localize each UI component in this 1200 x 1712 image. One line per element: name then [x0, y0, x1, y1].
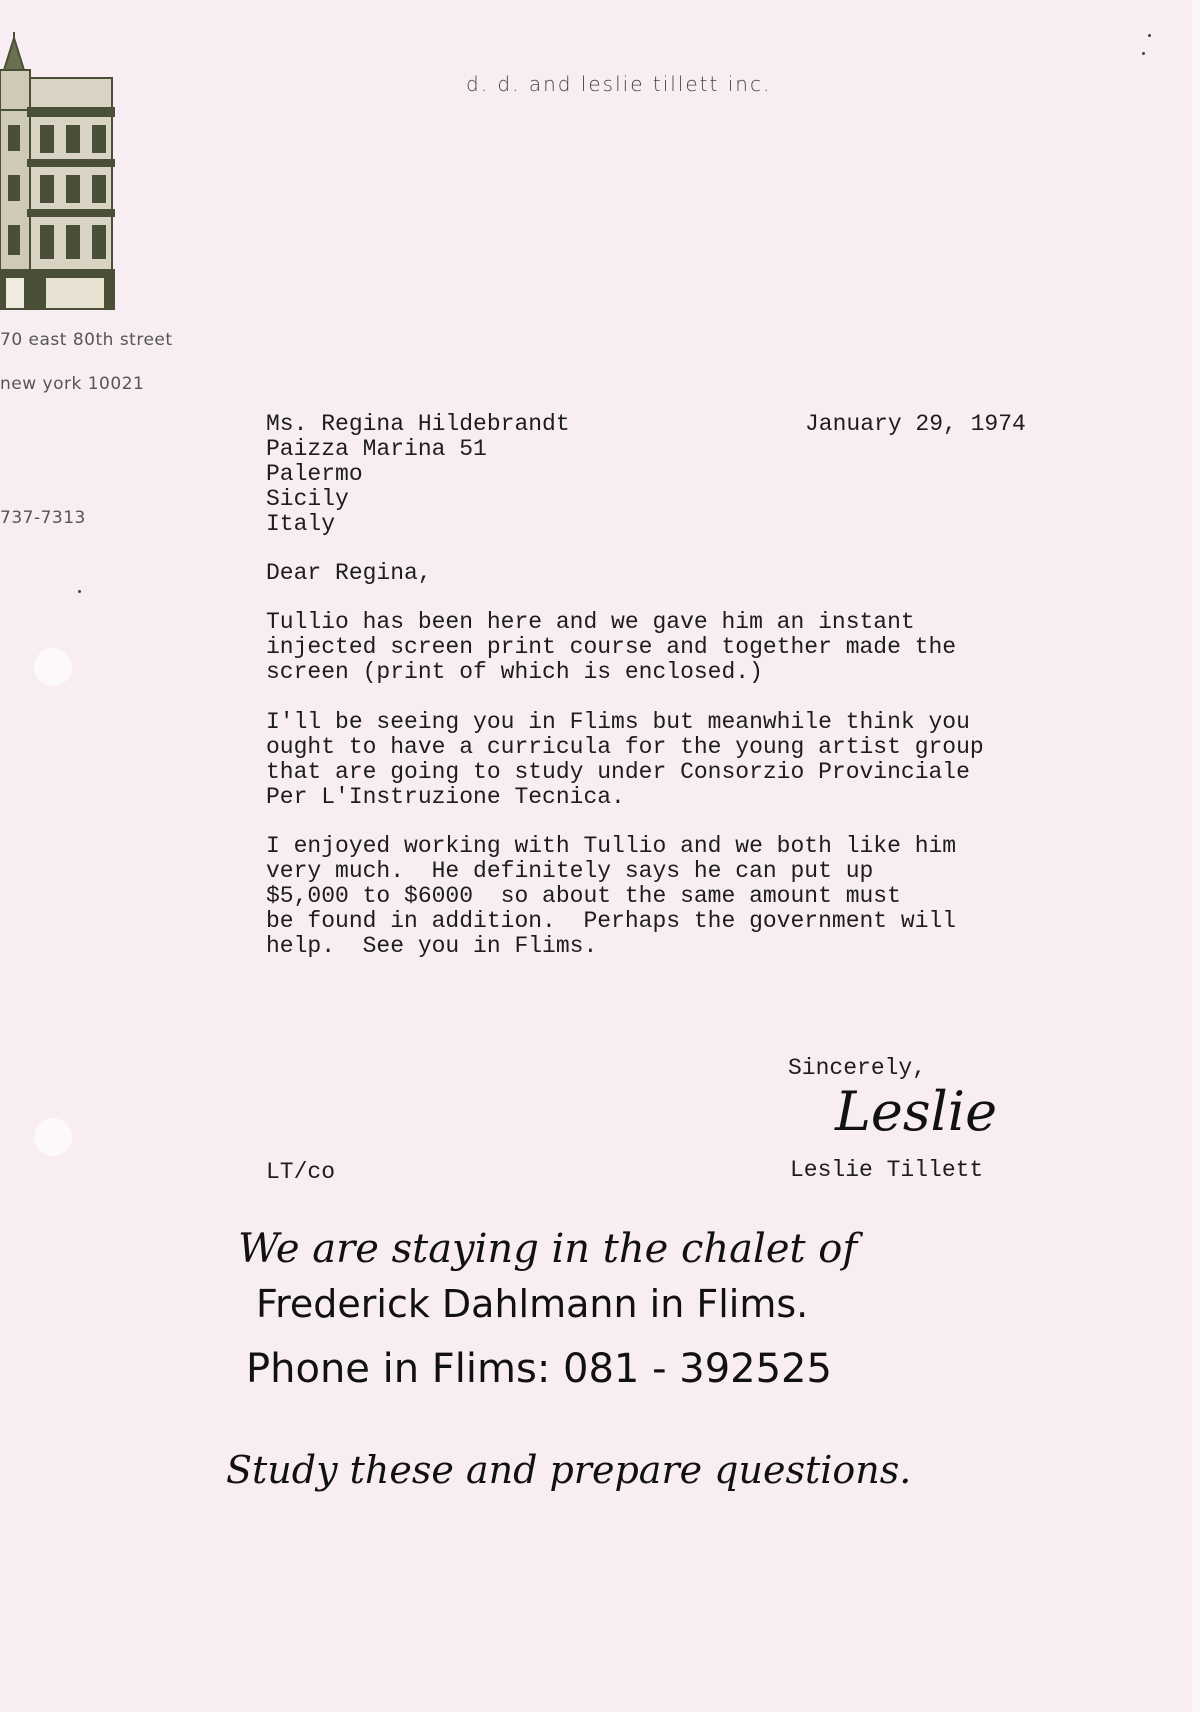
- letterhead-street: 70 east 80th street: [0, 330, 173, 350]
- recipient-name: Ms. Regina Hildebrandt: [266, 411, 570, 437]
- recipient-country: Italy: [266, 511, 336, 537]
- salutation: Dear Regina,: [266, 560, 432, 586]
- body-line: Tullio has been here and we gave him an instant: [266, 609, 915, 635]
- handwritten-line: We are staying in the chalet of: [238, 1226, 858, 1272]
- handwritten-line: Study these and prepare questions.: [226, 1448, 912, 1492]
- body-line: injected screen print course and together made the: [266, 634, 957, 660]
- punch-hole: [34, 1118, 72, 1156]
- closing: Sincerely,: [788, 1055, 927, 1081]
- handwritten-line: Phone in Flims: 081 - 392525: [246, 1346, 832, 1392]
- body-line: I'll be seeing you in Flims but meanwhile think you: [266, 709, 970, 735]
- body-line: be found in addition. Perhaps the government will: [266, 908, 957, 934]
- speck: [1148, 34, 1151, 37]
- speck: [78, 590, 81, 593]
- body-line: ought to have a curricula for the young artist group: [266, 734, 984, 760]
- building-logo: [0, 30, 116, 310]
- body-line: help. See you in Flims.: [266, 933, 598, 959]
- letter-date: January 29, 1974: [805, 411, 1026, 437]
- body-line: that are going to study under Consorzio Provinciale: [266, 759, 970, 785]
- recipient-street: Paizza Marina 51: [266, 436, 487, 462]
- body-line: screen (print of which is enclosed.): [266, 659, 763, 685]
- body-line: I enjoyed working with Tullio and we both like him: [266, 833, 957, 859]
- body-line: $5,000 to $6000 so about the same amount must: [266, 883, 901, 909]
- punch-hole: [34, 648, 72, 686]
- recipient-city: Palermo: [266, 461, 363, 487]
- body-line: very much. He definitely says he can put up: [266, 858, 874, 884]
- speck: [1142, 52, 1145, 55]
- signature: Leslie: [835, 1080, 998, 1143]
- signer-name: Leslie Tillett: [790, 1157, 984, 1183]
- letterhead-city: new york 10021: [0, 374, 145, 394]
- recipient-region: Sicily: [266, 486, 349, 512]
- letterhead-phone: 737-7313: [0, 508, 86, 528]
- typist-initials: LT/co: [266, 1159, 336, 1185]
- body-line: Per L'Instruzione Tecnica.: [266, 784, 625, 810]
- handwritten-line: Frederick Dahlmann in Flims.: [256, 1282, 809, 1326]
- company-name: d. d. and leslie tillett inc.: [466, 72, 772, 96]
